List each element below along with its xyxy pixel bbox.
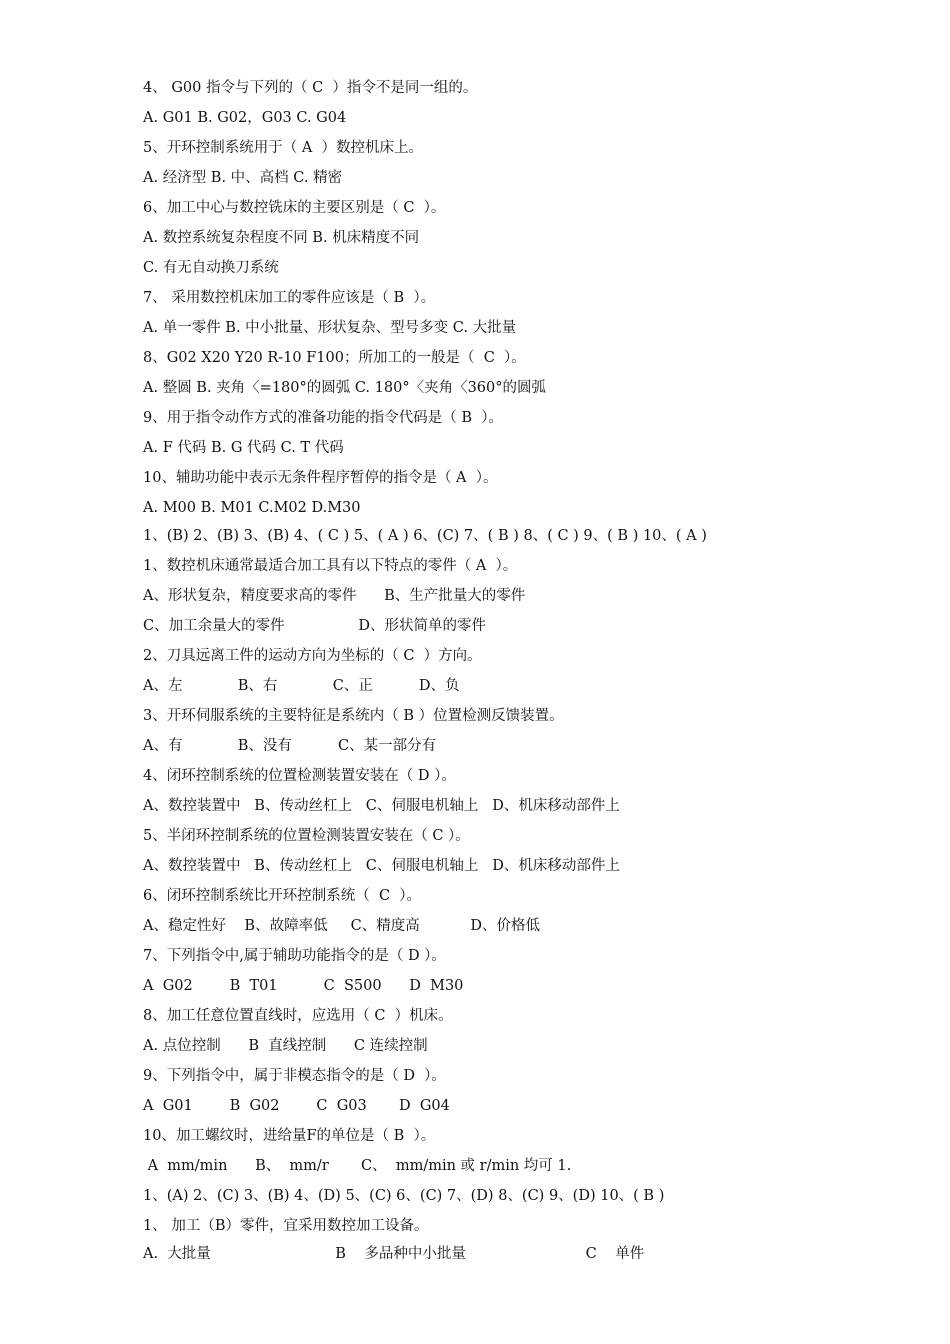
text-line: A. F 代码 B. G 代码 C. T 代码 xyxy=(143,440,344,456)
text-line: A. 整圆 B. 夹角〈=180°的圆弧 C. 180°〈夹角〈360°的圆弧 xyxy=(143,380,547,396)
text-line: A. 大批量 B 多品种中小批量 C 单件 xyxy=(143,1246,645,1262)
text-line: 1、 加工（B）零件，宜采用数控加工设备。 xyxy=(143,1218,429,1234)
text-line: 3、开环伺服系统的主要特征是系统内（ B ）位置检测反馈装置。 xyxy=(143,708,564,724)
text-line: 5、开环控制系统用于（ A ）数控机床上。 xyxy=(143,140,424,156)
text-line: A、稳定性好 B、故障率低 C、精度高 D、价格低 xyxy=(143,918,541,934)
text-line: C、加工余量大的零件 D、形状简单的零件 xyxy=(143,618,486,634)
text-line: C. 有无自动换刀系统 xyxy=(143,260,279,276)
text-line: A、数控装置中 B、传动丝杠上 C、伺服电机轴上 D、机床移动部件上 xyxy=(143,858,620,874)
text-line: 9、下列指令中，属于非模态指令的是（ D ）。 xyxy=(143,1068,446,1084)
text-line: A G02 B T01 C S500 D M30 xyxy=(143,978,464,994)
text-line: A、数控装置中 B、传动丝杠上 C、伺服电机轴上 D、机床移动部件上 xyxy=(143,798,620,814)
text-line: A. M00 B. M01 C.M02 D.M30 xyxy=(143,500,361,516)
text-line: 7、 采用数控机床加工的零件应该是（ B ）。 xyxy=(143,290,436,306)
text-line: 1、(B) 2、(B) 3、(B) 4、( C ) 5、( A ) 6、(C) 7、( B ) 8、( C ) 9、( B ) 10、( A ) xyxy=(143,528,707,544)
text-line: A mm/min B、 mm/r C、 mm/min 或 r/min 均可 1. xyxy=(143,1158,572,1174)
text-line: A. 点位控制 B 直线控制 C 连续控制 xyxy=(143,1038,428,1054)
text-line: 9、用于指令动作方式的准备功能的指令代码是（ B ）。 xyxy=(143,410,503,426)
text-line: 6、闭环控制系统比开环控制系统（ C ）。 xyxy=(143,888,422,904)
text-line: 4、 G00 指令与下列的（ C ）指令不是同一组的。 xyxy=(143,80,478,96)
text-line: 10、加工螺纹时，进给量F的单位是（ B ）。 xyxy=(143,1128,436,1144)
text-line: 8、G02 X20 Y20 R-10 F100；所加工的一般是（ C ）。 xyxy=(143,350,526,366)
text-line: A. 经济型 B. 中、高档 C. 精密 xyxy=(143,170,343,186)
text-line: 2、刀具远离工件的运动方向为坐标的（ C ）方向。 xyxy=(143,648,482,664)
text-line: A. G01 B. G02，G03 C. G04 xyxy=(143,110,347,126)
text-line: A. 单一零件 B. 中小批量、形状复杂、型号多变 C. 大批量 xyxy=(143,320,517,336)
text-line: 8、加工任意位置直线时，应选用（ C ）机床。 xyxy=(143,1008,453,1024)
text-line: 1、数控机床通常最适合加工具有以下特点的零件（ A ）。 xyxy=(143,558,518,574)
text-line: 1、(A) 2、(C) 3、(B) 4、(D) 5、(C) 6、(C) 7、(D) 8、(C) 9、(D) 10、( B ) xyxy=(143,1188,665,1204)
text-line: 5、半闭环控制系统的位置检测装置安装在（ C ）。 xyxy=(143,828,470,844)
text-line: 7、下列指令中,属于辅助功能指令的是（ D ）。 xyxy=(143,948,446,964)
text-line: 4、闭环控制系统的位置检测装置安装在（ D ）。 xyxy=(143,768,456,784)
text-line: A、形状复杂，精度要求高的零件 B、生产批量大的零件 xyxy=(143,588,526,604)
text-line: A. 数控系统复杂程度不同 B. 机床精度不同 xyxy=(143,230,420,246)
text-line: A、左 B、右 C、正 D、负 xyxy=(143,678,460,694)
text-line: 6、加工中心与数控铣床的主要区别是（ C ）。 xyxy=(143,200,446,216)
text-line: A G01 B G02 C G03 D G04 xyxy=(143,1098,450,1114)
text-line: A、有 B、没有 C、某一部分有 xyxy=(143,738,437,754)
text-line: 10、辅助功能中表示无条件程序暂停的指令是（ A ）。 xyxy=(143,470,498,486)
